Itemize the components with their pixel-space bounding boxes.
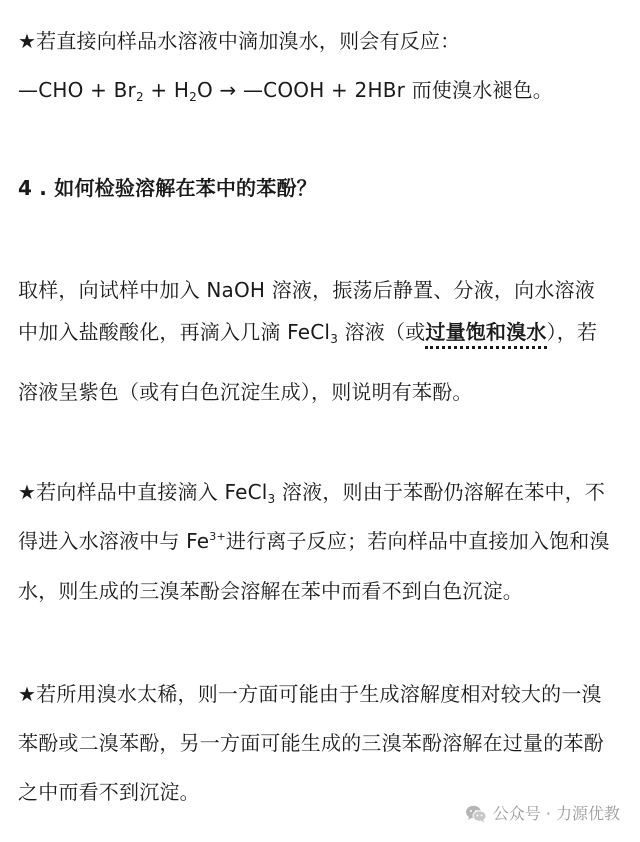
text-line-note-fecl3-1 — [18, 478, 605, 509]
text-line-note-dilute-3: 之中而看不到沉淀。 — [18, 780, 200, 804]
emphasized-text: 过量饱和溴水 — [425, 320, 546, 349]
text-line-note-dilute-2: 苯酚或二溴苯酚，另一方面可能生成的三溴苯酚溶解在过量的苯酚 — [18, 731, 604, 755]
text-line-note-dilute-1: ★若所用溴水太稀，则一方面可能由于生成溶解度相对较大的一溴 — [18, 682, 602, 706]
text-part: ★若向样品中直接滴入 FeCl — [18, 480, 268, 504]
watermark-text: 公众号 · 力源优教 — [492, 804, 620, 823]
text-line-bromine-reaction-intro: ★若直接向样品水溶液中滴加溴水，则会有反应： — [18, 29, 461, 53]
text-part: 得进入水溶液中与 Fe — [18, 529, 210, 553]
text-part: 溶液（或 — [338, 320, 426, 344]
text-part: ），若 — [546, 320, 598, 344]
section-heading: 4 . 如何检验溶解在苯中的苯酚？ — [18, 176, 317, 200]
text-line-note-fecl3-2 — [18, 527, 610, 559]
text-part: 中加入盐酸酸化，再滴入几滴 FeCl — [18, 320, 331, 344]
wechat-icon — [465, 804, 487, 824]
text-line-reaction-equation — [18, 76, 553, 107]
subscript: 3 — [267, 492, 276, 506]
superscript: 3+ — [209, 530, 226, 543]
subscript: 2 — [189, 90, 197, 104]
text-line-method-1: 取样，向试样中加入 NaOH 溶液，振荡后静置、分液，向水溶液 — [18, 278, 595, 302]
text-part: 进行离子反应；若向样品中直接加入饱和溴 — [225, 529, 610, 553]
text-line-method-3: 溶液呈紫色（或有白色沉淀生成），则说明有苯酚。 — [18, 380, 473, 404]
equation-part: + H — [143, 78, 190, 102]
equation-part: O → —COOH + 2HBr 而使溴水褪色。 — [196, 78, 554, 102]
subscript: 2 — [135, 90, 144, 104]
watermark — [465, 802, 620, 826]
text-line-note-fecl3-3: 水，则生成的三溴苯酚会溶解在苯中而看不到白色沉淀。 — [18, 579, 523, 603]
text-line-method-2 — [18, 318, 597, 349]
text-part: 溶液，则由于苯酚仍溶解在苯中，不 — [275, 480, 606, 504]
subscript: 3 — [330, 332, 339, 346]
equation-part: —CHO + Br — [18, 78, 136, 102]
